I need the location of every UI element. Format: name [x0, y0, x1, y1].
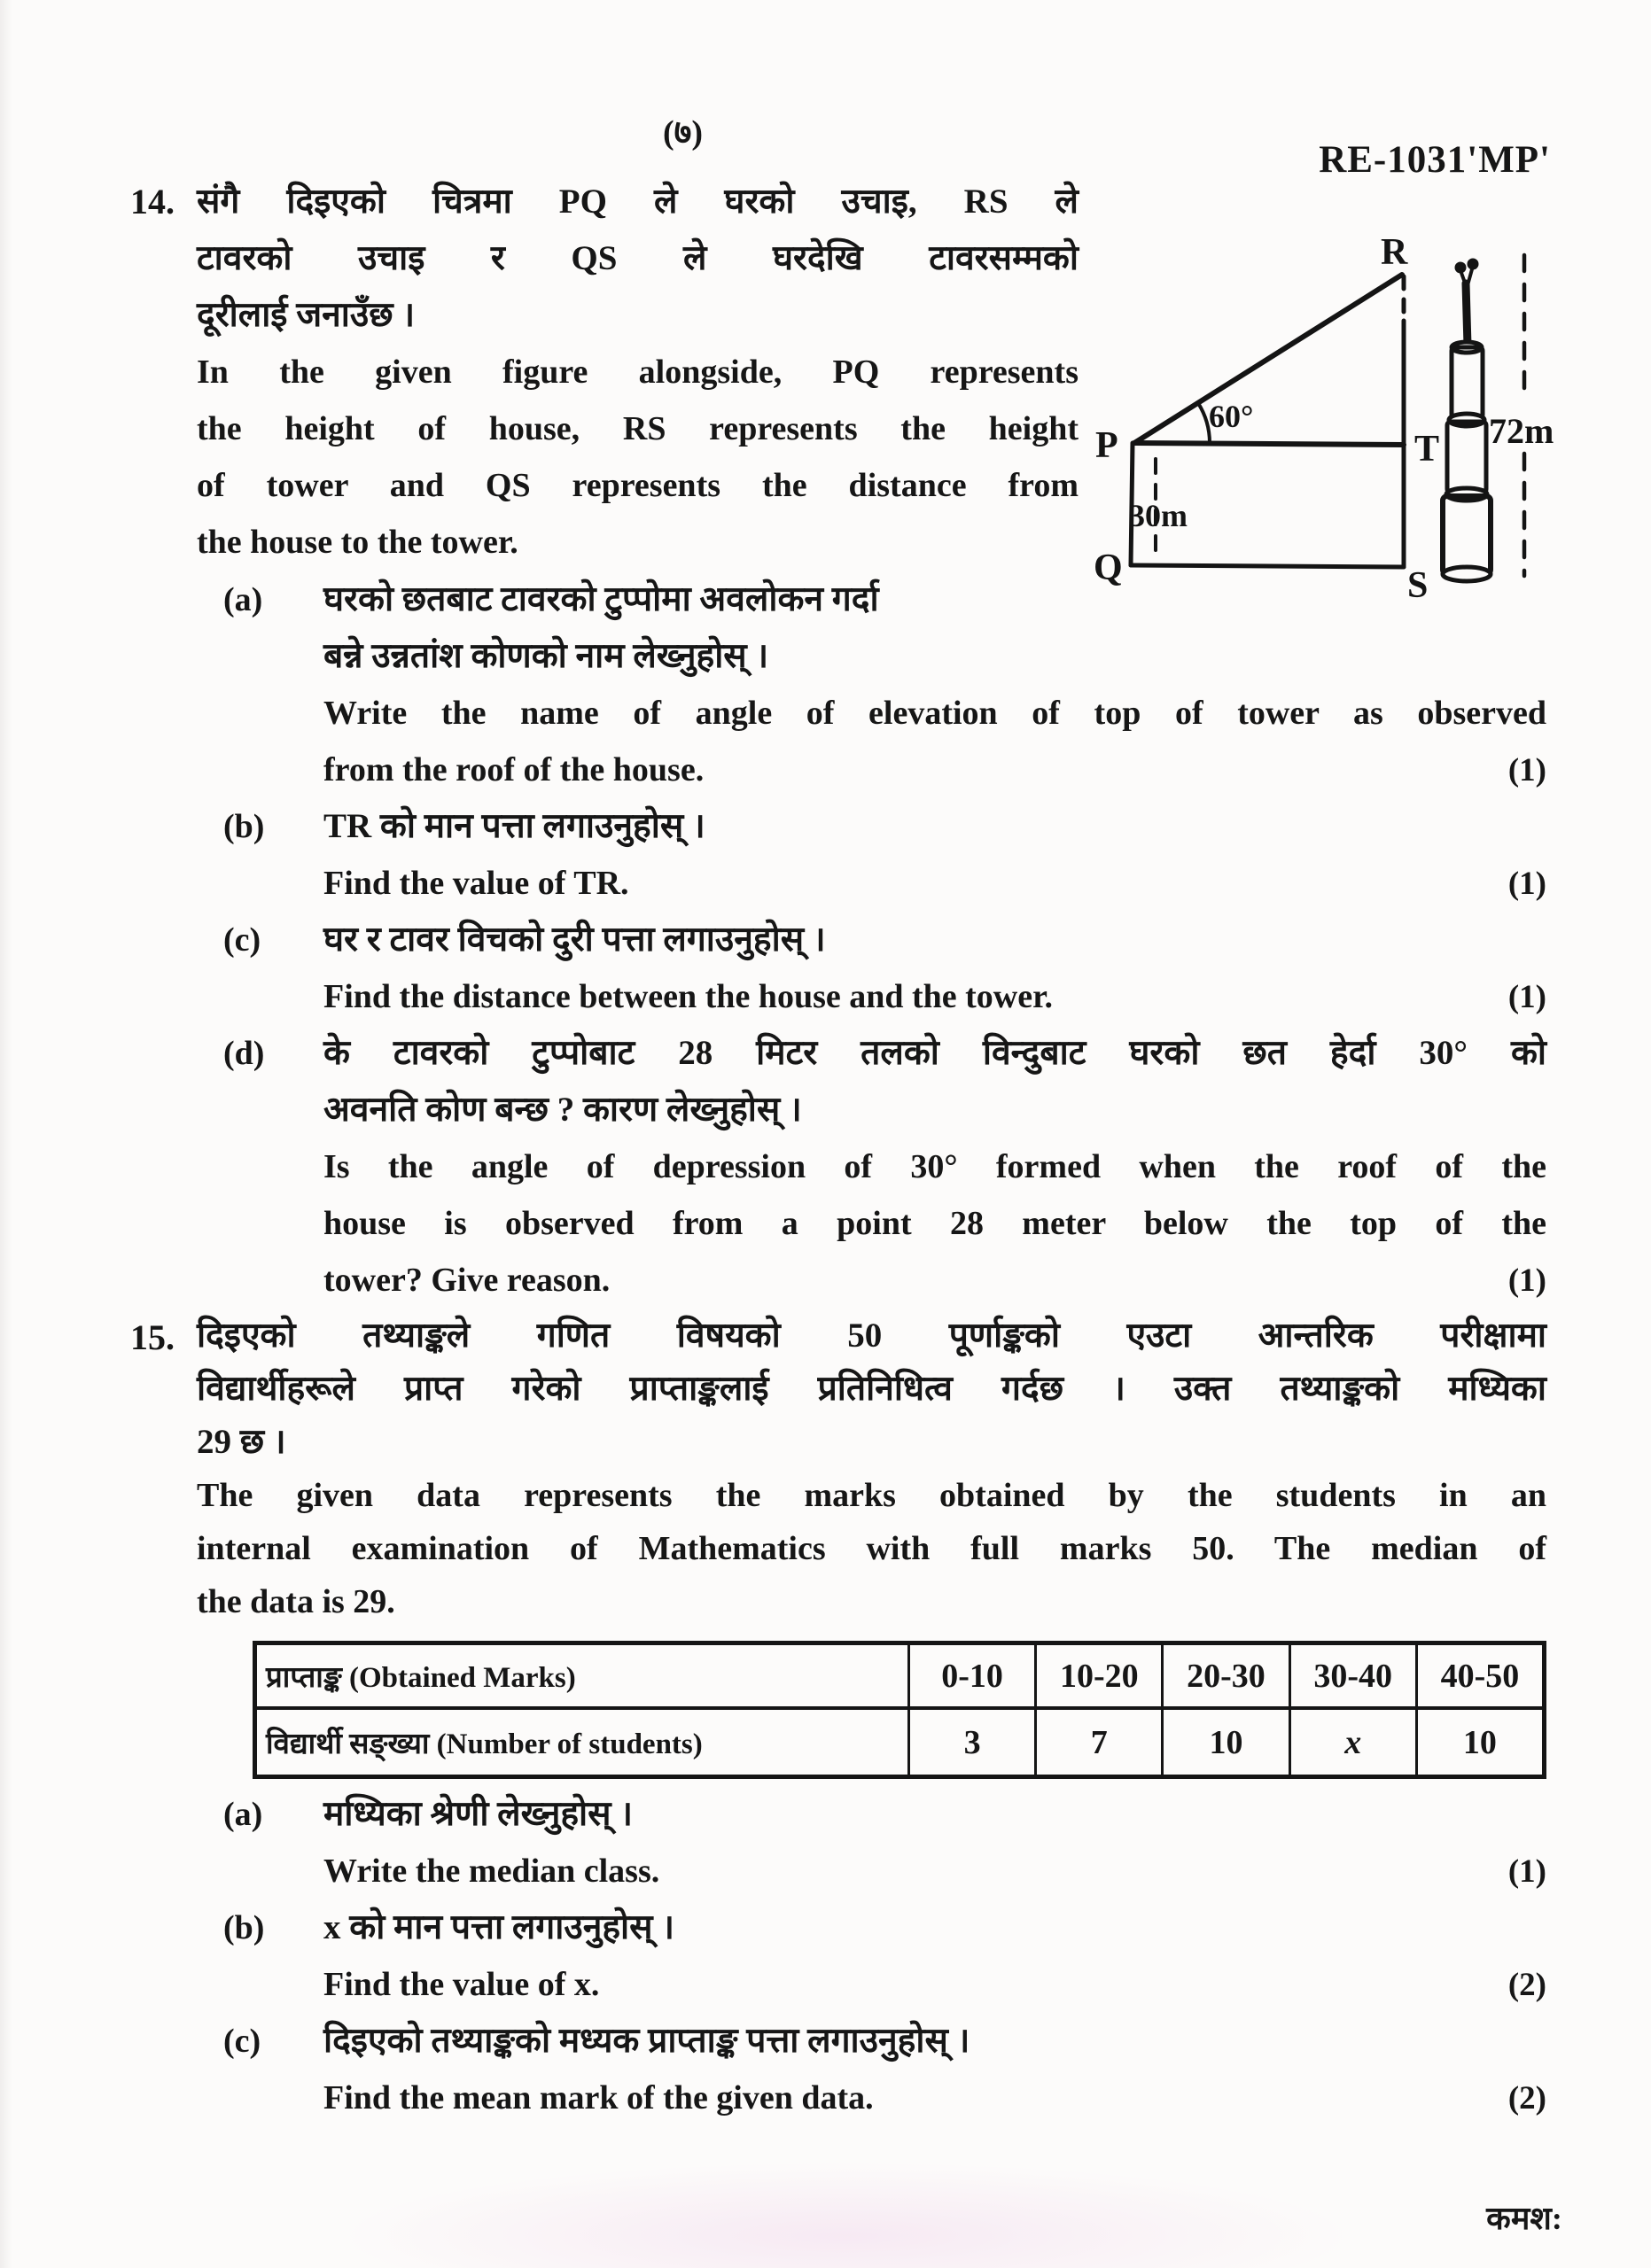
q14d-english-text: tower? Give reason. [323, 1262, 611, 1299]
q14b-marks: (1) [1507, 866, 1546, 902]
table-value-10-20: 7 [1034, 1710, 1161, 1775]
q14c-english-line-1 [323, 968, 1546, 1025]
q14-part-b [223, 798, 1546, 912]
tower-height-label: 72m [1489, 411, 1554, 451]
table-value-40-50: 10 [1415, 1710, 1542, 1775]
table-row-label-students: विद्यार्थी सङ्ख्या (Number of students) [266, 1728, 703, 1760]
table-header-20-30: 20-30 [1161, 1645, 1288, 1710]
q15a-english-text: Write the median class. [323, 1852, 660, 1890]
q14a-english-text: from the roof of the house. [323, 751, 705, 788]
q14a-english-line-1: Write the name of angle of elevation of top of tower as observed [323, 695, 1546, 732]
q15-english-line-1: The given data represents the marks obtained by the students in an [197, 1477, 1546, 1514]
q15c-nepali-line-1: दिइएको तथ्याङ्कको मध्यक प्राप्ताङ्क पत्ता लगाउनुहोस् । [323, 2022, 970, 2060]
part-label-b: (b) [223, 808, 265, 845]
part-label-a: (a) [223, 1796, 263, 1833]
triangle-tower-diagram [1088, 221, 1649, 629]
angle-label-60: 60° [1209, 399, 1254, 434]
house-height-label: 30m [1129, 498, 1188, 533]
paper-code: RE-1031'MP' [1319, 139, 1551, 181]
part-label-c: (c) [223, 921, 261, 959]
q14-english-line-2: the height of house, RS represents the height [197, 410, 1079, 447]
q14d-nepali-line-1: के टावरको टुप्पोबाट 28 मिटर तलको विन्दुबाट घरको छत हेर्दा 30° को [323, 1034, 1546, 1072]
q14d-marks: (1) [1507, 1262, 1546, 1299]
q14c-nepali-line-1: घर र टावर विचको दुरी पत्ता लगाउनुहोस् । [323, 920, 826, 959]
table-value-20-30: 10 [1161, 1710, 1288, 1775]
line-PR [1134, 275, 1402, 443]
q14-english-line-4: the house to the tower. [197, 524, 518, 561]
q15a-nepali-line-1: मध्यिका श्रेणी लेख्नुहोस् । [323, 1795, 634, 1833]
continuation-mark: कमश: [1486, 2201, 1562, 2236]
q15a-marks: (1) [1507, 1853, 1546, 1890]
page-number: (७) [663, 114, 704, 151]
antenna-dot-right [1468, 259, 1478, 269]
q14d-english-line-1: Is the angle of depression of 30° formed when the roof of the [323, 1148, 1546, 1185]
antenna-dot-left [1455, 262, 1466, 273]
vertex-label-R: R [1381, 232, 1408, 273]
q15b-english-line-1 [323, 1956, 1546, 2013]
part-label-d: (d) [223, 1035, 265, 1072]
q15-nepali-line-1: दिइएको तथ्याङ्कले गणित विषयको 50 पूर्णाङ्कको एउटा आन्तरिक परीक्षामा [197, 1317, 1546, 1355]
q14-nepali-line-2: टावरको उचाइ र QS ले घरदेखि टावरसम्मको [197, 239, 1079, 277]
q15-english-line-2: internal examination of Mathematics with full marks 50. The median of [197, 1530, 1546, 1567]
q15-nepali-line-3: 29 छ । [197, 1423, 286, 1461]
q14b-english-line-1 [323, 855, 1546, 912]
q14-part-d [223, 1025, 1546, 1309]
q14-part-c [223, 912, 1546, 1025]
q15-part-c [223, 2013, 1546, 2126]
q15c-english-line-1 [323, 2070, 1546, 2126]
scan-edge-shadow [0, 0, 12, 2268]
q15-part-a [223, 1786, 1546, 1899]
q14-figure [1088, 221, 1649, 629]
part-label-a: (a) [223, 581, 263, 618]
table-value-0-10: 3 [907, 1710, 1034, 1775]
q14-part-a [223, 571, 1546, 798]
vertex-label-Q: Q [1094, 548, 1123, 588]
table-header-30-40: 30-40 [1289, 1645, 1415, 1710]
vertex-label-S: S [1407, 565, 1429, 606]
frequency-table [253, 1641, 1546, 1779]
q14a-english-line-2 [323, 742, 1546, 798]
q15-english-line-3: the data is 29. [197, 1583, 395, 1620]
line-QS [1131, 565, 1404, 567]
question-15-number: 15. [130, 1317, 175, 1357]
q14c-english-text: Find the distance between the house and the tower. [323, 978, 1053, 1015]
question-15-parts [223, 1786, 1546, 2126]
table-header-0-10: 0-10 [907, 1645, 1034, 1710]
scan-smudge [337, 2162, 1356, 2268]
q15b-marks: (2) [1507, 1967, 1546, 2003]
vertex-label-T: T [1414, 429, 1440, 470]
q14a-nepali-line-2: बन्ने उन्नतांश कोणको नाम लेख्नुहोस् । [323, 637, 769, 675]
q14d-nepali-line-2: अवनति कोण बन्छ ? कारण लेख्नुहोस् । [323, 1091, 802, 1129]
table-header-obtained-marks: प्राप्ताङ्क (Obtained Marks) [257, 1645, 907, 1710]
line-PT [1134, 443, 1404, 445]
q15-part-b [223, 1899, 1546, 2013]
question-14-parts [223, 571, 1546, 1309]
table-header-40-50: 40-50 [1415, 1645, 1542, 1710]
table-value-30-40: x [1289, 1710, 1415, 1775]
part-label-c: (c) [223, 2023, 261, 2060]
q14d-english-line-3 [323, 1252, 1546, 1309]
q15a-english-line-1 [323, 1843, 1546, 1899]
q14c-marks: (1) [1507, 979, 1546, 1015]
q14-nepali-line-3: दूरीलाई जनाउँछ । [197, 296, 416, 334]
vertex-label-P: P [1095, 425, 1118, 466]
tower-segment-2 [1447, 422, 1486, 493]
antenna-mast [1466, 284, 1468, 346]
q15c-marks: (2) [1507, 2080, 1546, 2117]
question-14-number: 14. [130, 182, 175, 221]
q15-nepali-line-2: विद्यार्थीहरूले प्राप्त गरेको प्राप्ताङ्कलाई प्रतिनिधित्व गर्दछ । उक्त तथ्याङ्कको मध्यिका [197, 1370, 1546, 1408]
q15c-english-text: Find the mean mark of the given data. [323, 2079, 874, 2117]
q14-english-line-3: of tower and QS represents the distance from [197, 467, 1079, 504]
q14b-english-text: Find the value of TR. [323, 865, 629, 902]
q14d-english-line-2: house is observed from a point 28 meter below the top of the [323, 1205, 1546, 1242]
q14-nepali-line-1: संगै दिइएको चित्रमा PQ ले घरको उचाइ, RS ले [197, 183, 1079, 221]
q14-english-line-1: In the given figure alongside, PQ represents [197, 353, 1079, 391]
q15b-nepali-line-1: x को मान पत्ता लगाउनुहोस् । [323, 1908, 675, 1946]
tower-segment-3 [1443, 496, 1491, 574]
q14a-nepali-line-1: घरको छतबाट टावरको टुप्पोमा अवलोकन गर्दा [323, 580, 879, 618]
tower-illustration [1443, 259, 1491, 581]
tower-segment-1 [1452, 347, 1483, 418]
q14a-marks: (1) [1507, 752, 1546, 788]
q15b-english-text: Find the value of x. [323, 1966, 600, 2003]
part-label-b: (b) [223, 1909, 265, 1946]
q14b-nepali-line-1: TR को मान पत्ता लगाउनुहोस् । [323, 807, 705, 845]
table-header-10-20: 10-20 [1034, 1645, 1161, 1710]
